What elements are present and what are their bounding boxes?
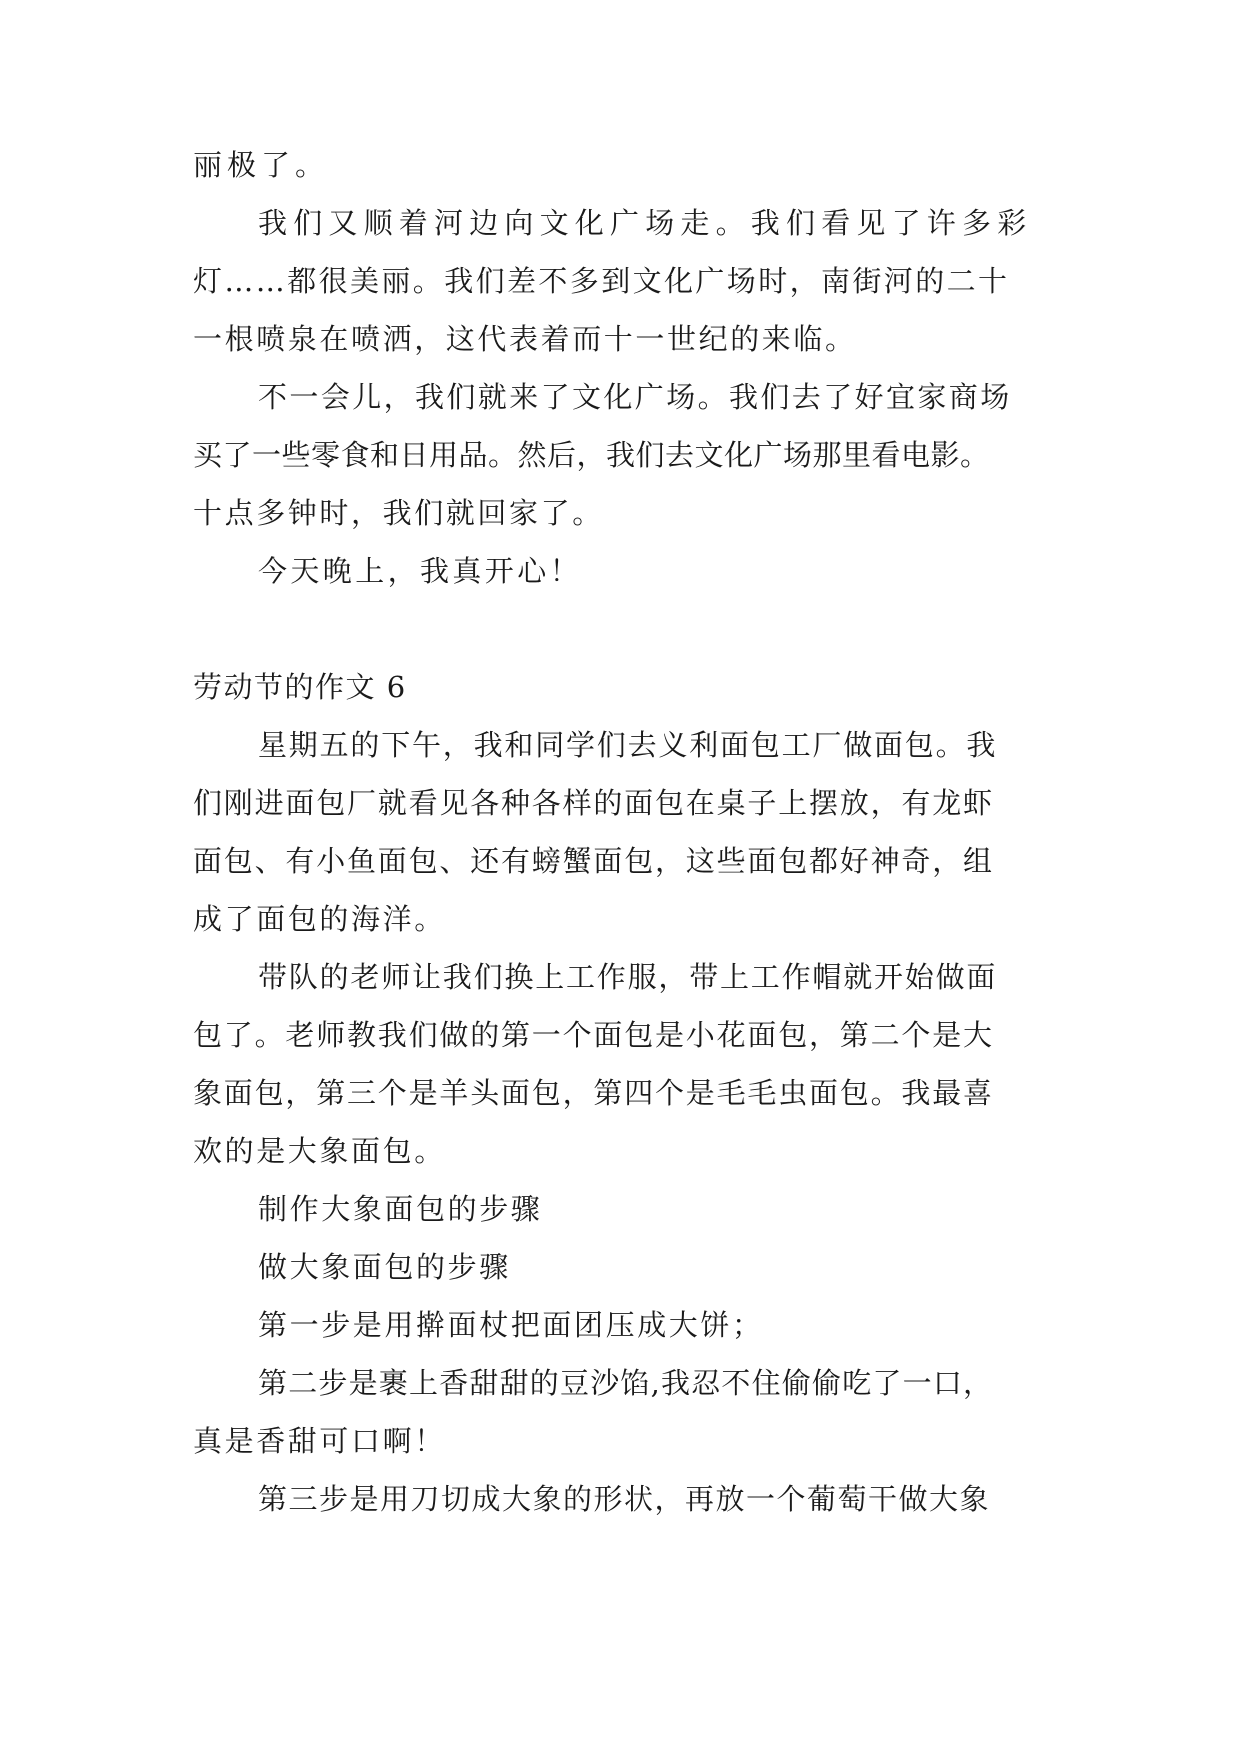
- paragraph-line: 面包、有小鱼面包、还有螃蟹面包，这些面包都好神奇，组: [193, 844, 994, 878]
- paragraph-line: 制作大象面包的步骤: [258, 1192, 543, 1226]
- paragraph-line: 第一步是用擀面杖把面团压成大饼；: [258, 1308, 764, 1342]
- paragraph-line: 不一会儿，我们就来了文化广场。我们去了好宜家商场: [258, 380, 1012, 414]
- paragraph-line: 做大象面包的步骤: [258, 1250, 511, 1284]
- paragraph-line: 我们又顺着河边向文化广场走。我们看见了许多彩: [258, 206, 1033, 240]
- paragraph-line: 一根喷泉在喷洒，这代表着而十一世纪的来临。: [193, 322, 857, 356]
- paragraph-line: 星期五的下午，我和同学们去义利面包工厂做面包。我: [258, 728, 998, 762]
- paragraph-line: 欢的是大象面包。: [193, 1134, 446, 1168]
- paragraph-line: 丽极了。: [193, 148, 330, 182]
- paragraph-line: 十点多钟时，我们就回家了。: [193, 496, 604, 530]
- paragraph-line: 们刚进面包厂就看见各种各样的面包在桌子上摆放，有龙虾: [193, 786, 994, 820]
- paragraph-line: 今天晚上，我真开心！: [258, 554, 583, 588]
- paragraph-line: 包了。老师教我们做的第一个面包是小花面包，第二个是大: [193, 1018, 994, 1052]
- paragraph-line: 第三步是用刀切成大象的形状，再放一个葡萄干做大象: [258, 1482, 991, 1516]
- paragraph-line: 真是香甜可口啊！: [193, 1424, 446, 1458]
- paragraph-line: 成了面包的海洋。: [193, 902, 446, 936]
- paragraph-line: 象面包，第三个是羊头面包，第四个是毛毛虫面包。我最喜: [193, 1076, 994, 1110]
- paragraph-line: 灯……都很美丽。我们差不多到文化广场时，南街河的二十: [193, 264, 1010, 298]
- paragraph-line: 买了一些零食和日用品。然后，我们去文化广场那里看电影。: [193, 438, 990, 472]
- paragraph-line: 带队的老师让我们换上工作服，带上工作帽就开始做面: [258, 960, 998, 994]
- paragraph-line: 第二步是裹上香甜甜的豆沙馅,我忍不住偷偷吃了一口，: [258, 1366, 994, 1400]
- section-heading: 劳动节的作文 6: [193, 670, 407, 704]
